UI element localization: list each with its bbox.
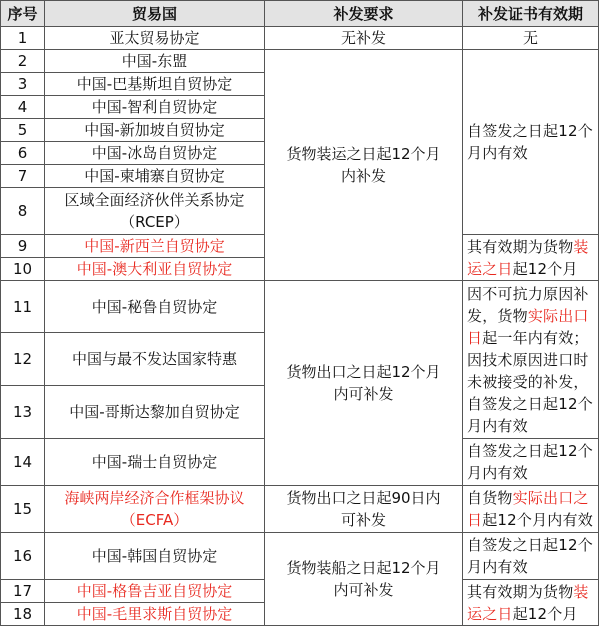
requirement-cell <box>265 281 463 486</box>
country-cell: 中国-新加坡自贸协定 <box>45 119 265 142</box>
requirement-cell <box>265 50 463 281</box>
requirement-cell <box>265 533 463 626</box>
validity-text: 起一年内有效；因技术原因进口时未被接受的补发，自签发之日起12个月内有效 <box>467 328 593 435</box>
row-number: 9 <box>1 235 45 258</box>
country-cell: 中国-冰岛自贸协定 <box>45 142 265 165</box>
validity-text: 起12个月 <box>512 259 578 278</box>
requirement-text: 货物出口之日起90日内可补发 <box>286 489 441 529</box>
validity-cell <box>463 235 599 281</box>
country-cell: 中国-格鲁吉亚自贸协定 <box>45 580 265 603</box>
row-number: 10 <box>1 258 45 281</box>
row-number: 16 <box>1 533 45 580</box>
validity-cell: 自签发之日起12个月内有效 <box>463 533 599 580</box>
validity-cell: 自签发之日起12个月内有效 <box>463 50 599 235</box>
row-number: 5 <box>1 119 45 142</box>
country-cell: 中国-韩国自贸协定 <box>45 533 265 580</box>
requirement-text: 货物装船之日起12个月内可补发 <box>286 559 441 599</box>
country-cell: 中国-新西兰自贸协定 <box>45 235 265 258</box>
row-number: 11 <box>1 281 45 333</box>
requirement-text: 货物装运之日起12个月内补发 <box>286 145 441 185</box>
validity-text: 起12个月内有效 <box>482 511 593 529</box>
validity-cell <box>463 486 599 533</box>
validity-text: 自货物 <box>467 489 513 507</box>
country-cell: 中国-巴基斯坦自贸协定 <box>45 73 265 96</box>
row-number: 4 <box>1 96 45 119</box>
header-row <box>1 1 599 27</box>
country-cell: 中国-智利自贸协定 <box>45 96 265 119</box>
requirement-cell <box>265 486 463 533</box>
validity-highlight: 装运之日 <box>467 582 589 623</box>
country-cell: 中国-东盟 <box>45 50 265 73</box>
table-row <box>1 533 599 580</box>
row-number: 18 <box>1 603 45 626</box>
country-cell: 中国-秘鲁自贸协定 <box>45 281 265 333</box>
validity-cell <box>463 281 599 439</box>
row-number: 8 <box>1 188 45 235</box>
row-number: 14 <box>1 439 45 486</box>
header-requirement: 补发要求 <box>265 1 463 27</box>
validity-text: 其有效期为货物 <box>467 582 574 601</box>
table-row <box>1 50 599 73</box>
row-number: 6 <box>1 142 45 165</box>
row-number: 12 <box>1 333 45 386</box>
validity-text: 其有效期为货物 <box>467 237 574 256</box>
row-number: 3 <box>1 73 45 96</box>
validity-highlight: 实际出口之日 <box>467 489 589 529</box>
validity-highlight: 实际出口日 <box>467 306 589 347</box>
row-number: 7 <box>1 165 45 188</box>
country-cell: 中国-毛里求斯自贸协定 <box>45 603 265 626</box>
country-cell: 中国-哥斯达黎加自贸协定 <box>45 386 265 439</box>
row-number: 1 <box>1 27 45 50</box>
country-cell: 海峡两岸经济合作框架协议（ECFA） <box>45 486 265 533</box>
row-number: 15 <box>1 486 45 533</box>
validity-cell: 无 <box>463 27 599 50</box>
country-cell: 亚太贸易协定 <box>45 27 265 50</box>
table-row <box>1 281 599 333</box>
country-cell: 中国与最不发达国家特惠 <box>45 333 265 386</box>
validity-text: 起12个月 <box>512 604 578 623</box>
country-cell: 中国-柬埔寨自贸协定 <box>45 165 265 188</box>
country-cell: 区域全面经济伙伴关系协定（RCEP） <box>45 188 265 235</box>
requirement-text: 货物出口之日起12个月内可补发 <box>286 363 441 403</box>
header-country: 贸易国 <box>45 1 265 27</box>
header-no: 序号 <box>1 1 45 27</box>
validity-text: 因不可抗力原因补发，货物 <box>467 284 589 325</box>
validity-cell <box>463 580 599 626</box>
row-number: 2 <box>1 50 45 73</box>
country-cell: 中国-瑞士自贸协定 <box>45 439 265 486</box>
table-row <box>1 27 599 50</box>
validity-highlight: 装运之日 <box>467 237 589 278</box>
country-cell: 中国-澳大利亚自贸协定 <box>45 258 265 281</box>
row-number: 17 <box>1 580 45 603</box>
requirement-cell: 无补发 <box>265 27 463 50</box>
table-row <box>1 486 599 533</box>
header-validity: 补发证书有效期 <box>463 1 599 27</box>
validity-cell: 自签发之日起12个月内有效 <box>463 439 599 486</box>
row-number: 13 <box>1 386 45 439</box>
